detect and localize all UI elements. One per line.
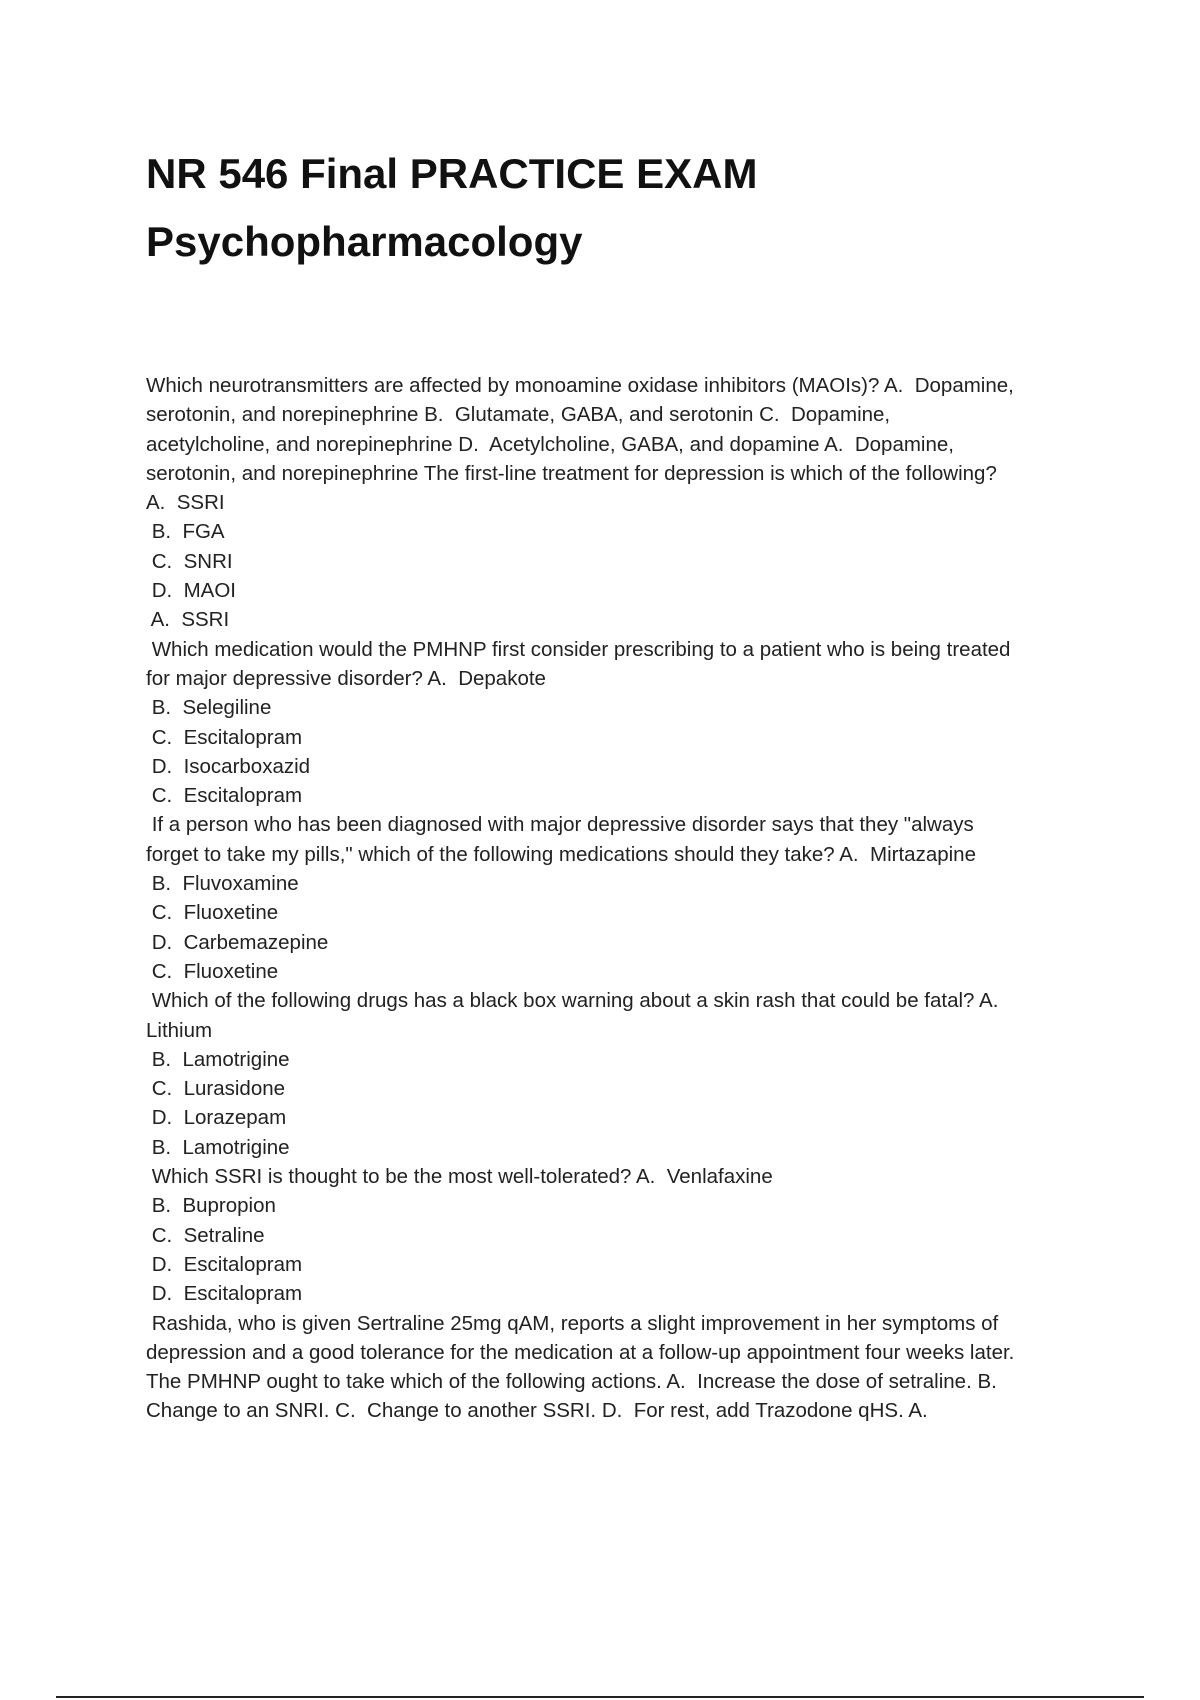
text-line: Change to an SNRI. C. Change to another SSRI. D. For rest, add Trazodone qHS. A. [146, 1399, 928, 1423]
text-line: depression and a good tolerance for the medication at a follow-up appointment four weeks later. [146, 1340, 1015, 1364]
text-line: D. Isocarboxazid [146, 754, 311, 778]
text-line: A. SSRI [146, 608, 230, 632]
text-line: D. MAOI [146, 579, 236, 603]
text-line: C. Fluoxetine [146, 901, 279, 925]
title-line-2: Psychopharmacology [146, 218, 583, 265]
text-line: B. Fluvoxamine [146, 872, 299, 896]
footer-divider [56, 1696, 1144, 1698]
text-line: C. Fluoxetine [146, 959, 279, 983]
page-title [146, 140, 1106, 276]
text-line: serotonin, and norepinephrine The first-line treatment for depression is which of the following? [146, 461, 997, 485]
text-line: B. FGA [146, 520, 225, 544]
exam-body [146, 371, 1096, 1426]
text-line: serotonin, and norepinephrine B. Glutamate, GABA, and serotonin C. Dopamine, [146, 403, 891, 427]
text-line: C. Setraline [146, 1223, 265, 1247]
text-line: Rashida, who is given Sertraline 25mg qAM, reports a slight improvement in her symptoms of [146, 1311, 999, 1335]
text-line: forget to take my pills," which of the following medications should they take? A. Mirtazapine [146, 842, 976, 866]
text-line: Which medication would the PMHNP first consider prescribing to a patient who is being treated [146, 637, 1011, 661]
text-line: D. Carbemazepine [146, 930, 329, 954]
text-line: acetylcholine, and norepinephrine D. Acetylcholine, GABA, and dopamine A. Dopamine, [146, 432, 954, 456]
text-line: A. SSRI [146, 491, 225, 515]
text-line: Which neurotransmitters are affected by monoamine oxidase inhibitors (MAOIs)? A. Dopamine, [146, 374, 1014, 397]
text-line: C. Lurasidone [146, 1077, 286, 1101]
text-line: B. Selegiline [146, 696, 272, 720]
text-line: C. Escitalopram [146, 784, 303, 808]
text-line: B. Bupropion [146, 1194, 276, 1218]
text-line: Which SSRI is thought to be the most well-tolerated? A. Venlafaxine [146, 1165, 773, 1189]
text-line: B. Lamotrigine [146, 1135, 290, 1159]
title-line-1: NR 546 Final PRACTICE EXAM [146, 150, 758, 197]
text-line: The PMHNP ought to take which of the following actions. A. Increase the dose of setraline. B. [146, 1370, 997, 1394]
text-line: D. Lorazepam [146, 1106, 287, 1130]
text-line: for major depressive disorder? A. Depakote [146, 666, 546, 690]
text-line: Lithium [146, 1018, 213, 1042]
text-line: C. SNRI [146, 549, 233, 573]
text-line: B. Lamotrigine [146, 1047, 290, 1071]
text-line: D. Escitalopram [146, 1282, 303, 1306]
text-line: C. Escitalopram [146, 725, 303, 749]
text-line: If a person who has been diagnosed with major depressive disorder says that they "always [146, 813, 974, 837]
text-line: Which of the following drugs has a black box warning about a skin rash that could be fatal? A. [146, 989, 999, 1013]
text-line: D. Escitalopram [146, 1252, 303, 1276]
